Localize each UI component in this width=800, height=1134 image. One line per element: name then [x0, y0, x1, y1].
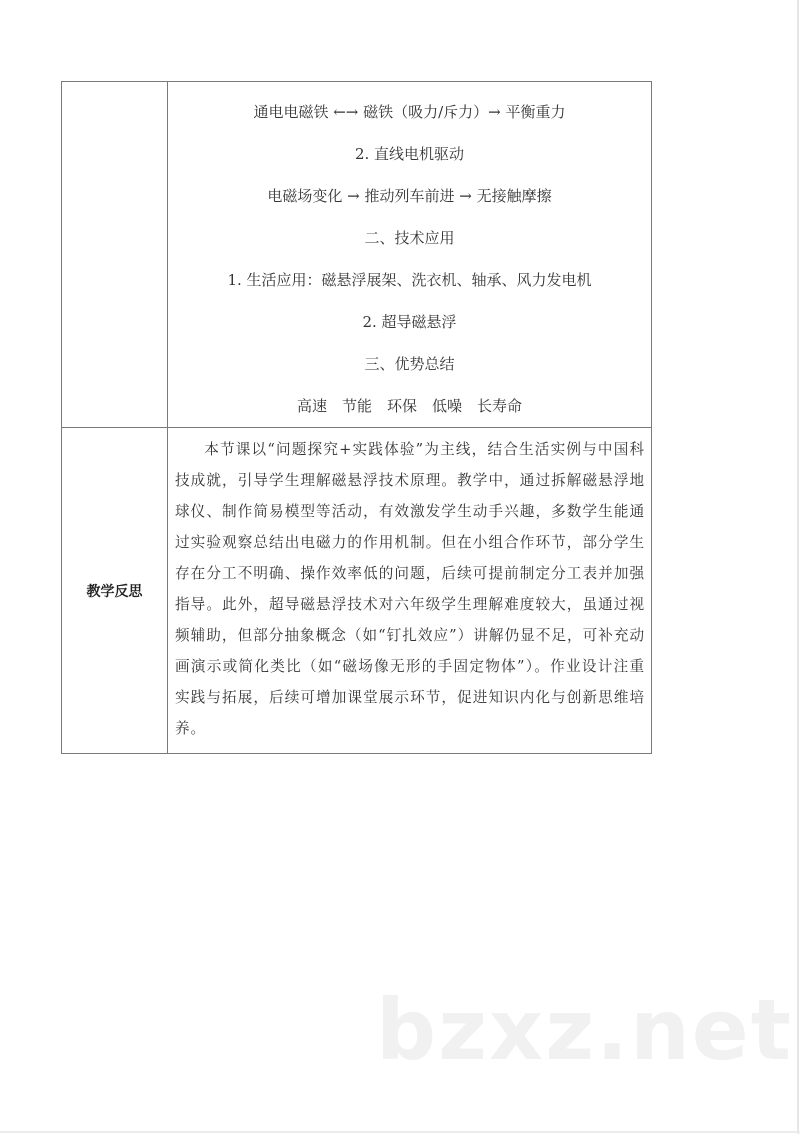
diagram-content-cell: [168, 82, 652, 428]
superconducting-maglev-line: 2. 超导磁悬浮: [362, 313, 457, 331]
daily-application-line: 1. 生活应用：磁悬浮展架、洗衣机、轴承、风力发电机: [227, 271, 592, 289]
tech-application-heading: 二、技术应用: [364, 229, 455, 247]
page-bottom-edge: [0, 1131, 800, 1133]
row-label-cell: [62, 82, 168, 428]
lesson-plan-table: [61, 81, 652, 754]
advantages-heading: 三、优势总结: [364, 355, 455, 373]
linear-motor-heading: 2. 直线电机驱动: [354, 145, 465, 163]
reflection-content-cell: [168, 428, 652, 754]
table-row-principle-diagram: [62, 82, 652, 428]
linear-motor-flow: 电磁场变化 → 推动列车前进 → 无接触摩擦: [267, 187, 552, 205]
maglev-principle-flow: 通电电磁铁 ←→ 磁铁（吸力/斥力）→ 平衡重力: [253, 103, 566, 121]
diagram-lines: [168, 82, 651, 427]
advantages-list: 高速 节能 环保 低噪 长寿命: [296, 397, 522, 415]
teaching-reflection-text: 本节课以“问题探究+实践体验”为主线，结合生活实例与中国科技成就，引导学生理解磁悬浮技术原理。教学中，通过拆解磁悬浮地球仪、制作简易模型等活动，有效激发学生动手兴趣，多数学生能通过实验观察总结出电磁力的作用机制。但在小组合作环节，部分学生存在分工不明确、操作效率低的问题，后续可提前制定分工表并加强指导。此外，超导磁悬浮技术对六年级学生理解难度较大，虽通过视频辅助，但部分抽象概念（如“钉扎效应”）讲解仍显不足，可补充动画演示或简化类比（如“磁场像无形的手固定物体”）。作业设计注重实践与拓展，后续可增加课堂展示环节，促进知识内化与创新思维培养。: [175, 441, 645, 737]
table-row-teaching-reflection: [62, 428, 652, 754]
watermark: bzxz.net: [376, 981, 793, 1079]
page-edge: [797, 0, 799, 1134]
teaching-reflection-label: 教学反思: [62, 428, 168, 754]
